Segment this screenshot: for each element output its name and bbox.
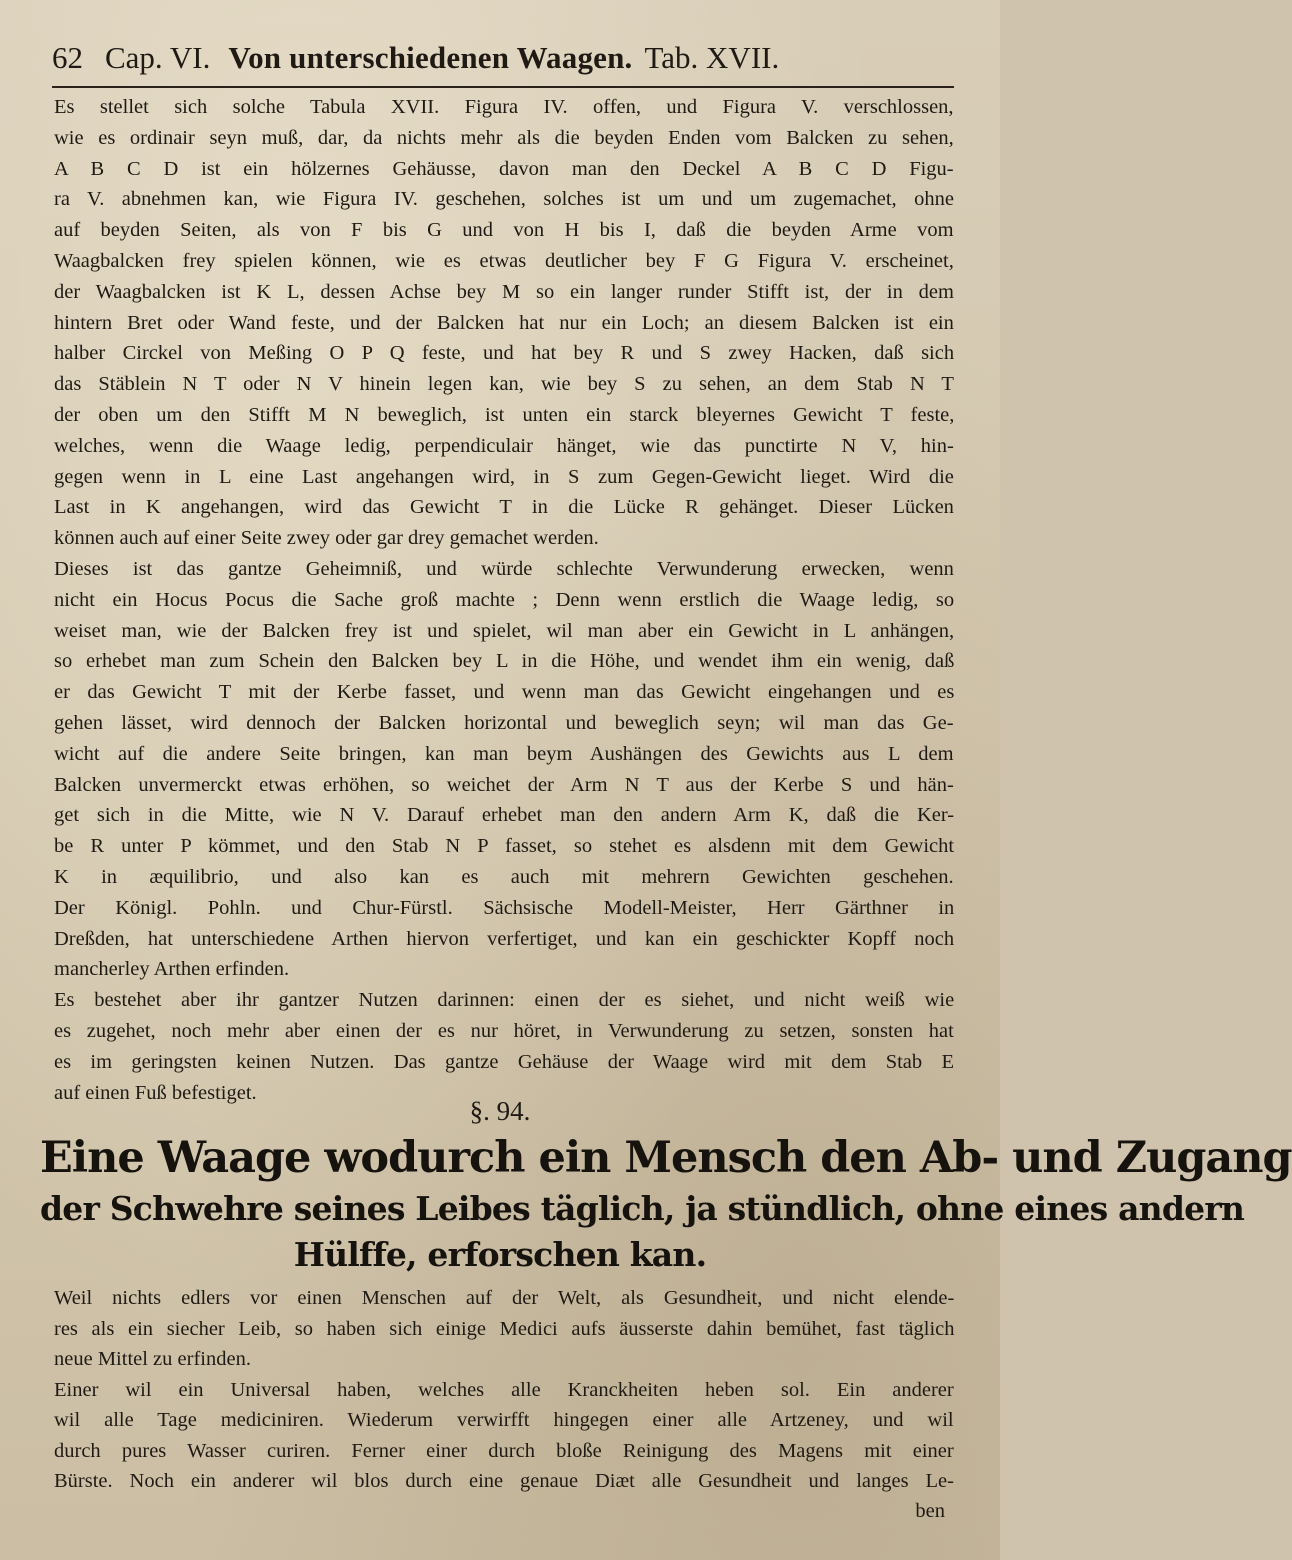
- section-heading: [40, 1130, 1292, 1278]
- text-line: es im geringsten keinen Nutzen. Das gantze Gehäuse der Waage wird mit dem Stab E: [54, 1050, 955, 1073]
- page-number: 62: [52, 40, 83, 75]
- table-reference: Tab. XVII.: [644, 40, 780, 75]
- text-line: neue Mittel zu erfinden.: [54, 1348, 251, 1370]
- text-line: K in æquilibrio, und also kan es auch mit mehrern Gewichten geschehen.: [54, 865, 954, 888]
- text-line: Bürste. Noch ein anderer wil blos durch eine genaue Diæt alle Gesundheit und langes Le-: [54, 1470, 954, 1492]
- text-line: Waagbalcken frey spielen können, wie es etwas deutlicher bey F G Figura V. erscheinet,: [54, 249, 954, 272]
- text-line: Der Königl. Pohln. und Chur-Fürstl. Sächsische Modell-Meister, Herr Gärthner in: [54, 896, 955, 919]
- text-line: Einer wil ein Universal haben, welches alle Kranckheiten heben sol. Ein anderer: [54, 1378, 954, 1401]
- section-heading-line: der Schwehre seines Leibes täglich, ja stündlich, ohne eines andern: [40, 1189, 1245, 1228]
- text-line: welches, wenn die Waage ledig, perpendiculair hänget, wie das punctirte N V, hin-: [54, 434, 954, 457]
- text-line: hintern Bret oder Wand feste, und der Balcken hat nur ein Loch; an diesem Balcken ist ein: [54, 311, 954, 334]
- header-rule: [52, 86, 954, 88]
- text-line: durch pures Wasser curiren. Ferner einer durch bloße Reinigung des Magens mit einer: [54, 1439, 954, 1462]
- text-line: das Stäblein N T oder N V hinein legen kan, wie bey S zu sehen, an dem Stab N T: [54, 373, 954, 396]
- text-line: der oben um den Stifft M N beweglich, ist unten ein starck bleyernes Gewicht T feste,: [54, 403, 955, 426]
- text-line: er das Gewicht T mit der Kerbe fasset, und wenn man das Gewicht eingehangen und es: [54, 681, 955, 704]
- text-line: Dieses ist das gantze Geheimniß, und würde schlechte Verwunderung erwecken, wenn: [54, 557, 954, 580]
- text-line: gehen lässet, wird dennoch der Balcken horizontal und beweglich seyn; wil man das Ge-: [54, 711, 954, 734]
- section-heading-line: Hülffe, erforschen kan.: [293, 1235, 707, 1274]
- text-line: Es stellet sich solche Tabula XVII. Figura IV. offen, und Figura V. verschlossen,: [54, 96, 954, 118]
- text-line: es zugehet, noch mehr aber einen der es nur höret, in Verwunderung zu setzen, sonsten hat: [54, 1019, 954, 1042]
- text-line: wicht auf die andere Seite bringen, kan man beym Aushängen des Gewichts aus L dem: [54, 742, 954, 765]
- section-heading-line: Eine Waage wodurch ein Mensch den Ab- und Zugang: [40, 1133, 1292, 1183]
- text-line: Weil nichts edlers vor einen Menschen auf der Welt, als Gesundheit, und nicht elende-: [54, 1287, 955, 1309]
- catchword: ben: [915, 1500, 945, 1522]
- text-line: Es bestehet aber ihr gantzer Nutzen darinnen: einen der es siehet, und nicht weiß wie: [54, 989, 955, 1012]
- text-line: halber Circkel von Meßing O P Q feste, und hat bey R und S zwey Hacken, daß sich: [54, 342, 955, 365]
- text-line: res als ein siecher Leib, so haben sich einige Medici aufs äusserste dahin bemühet, fast täglich: [54, 1317, 955, 1340]
- text-line: get sich in die Mitte, wie N V. Darauf erhebet man den andern Arm K, daß die Ker-: [54, 804, 955, 827]
- text-line: wie es ordinair seyn muß, dar, da nichts mehr als die beyden Enden vom Balcken zu sehen,: [54, 126, 954, 149]
- text-line: be R unter P kömmet, und den Stab N P fasset, so stehet es alsdenn mit dem Gewicht: [54, 835, 955, 858]
- text-line: mancherley Arthen erfinden.: [54, 958, 290, 981]
- text-line: Last in K angehangen, wird das Gewicht T in die Lücke R gehänget. Dieser Lücken: [54, 496, 954, 519]
- chapter-label: Cap. VI.: [105, 40, 211, 75]
- body-text: [54, 92, 956, 1108]
- text-line: der Waagbalcken ist K L, dessen Achse bey M so ein langer runder Stifft ist, der in dem: [54, 280, 954, 303]
- running-header: [52, 40, 952, 80]
- text-line: können auch auf einer Seite zwey oder gar drey gemachet werden.: [54, 527, 599, 550]
- text-line: Dreßden, hat unterschiedene Arthen hiervon verfertiget, und kan ein geschickter Kopff noch: [54, 927, 955, 950]
- text-line: A B C D ist ein hölzernes Gehäusse, davon man den Deckel A B C D Figu-: [54, 157, 954, 180]
- section-body-text: [54, 1283, 956, 1497]
- section-number: §. 94.: [469, 1096, 531, 1126]
- text-line: weiset man, wie der Balcken frey ist und spielet, wil man aber ein Gewicht in L anhängen,: [54, 619, 955, 642]
- text-line: ra V. abnehmen kan, wie Figura IV. geschehen, solches ist um und um zugemachet, ohne: [54, 188, 955, 211]
- text-line: auf beyden Seiten, als von F bis G und von H bis I, daß die beyden Arme vom: [54, 219, 954, 242]
- text-line: so erhebet man zum Schein den Balcken bey L in die Höhe, und wendet ihm ein wenig, daß: [54, 650, 955, 673]
- text-line: Balcken unvermerckt etwas erhöhen, so weichet der Arm N T aus der Kerbe S und hän-: [54, 773, 954, 796]
- chapter-title: Von unterschiedenen Waagen.: [228, 40, 633, 75]
- text-line: nicht ein Hocus Pocus die Sache groß machte ; Denn wenn erstlich die Waage ledig, so: [54, 588, 955, 611]
- text-line: auf einen Fuß befestiget.: [54, 1081, 257, 1104]
- text-line: gegen wenn in L eine Last angehangen wird, in S zum Gegen-Gewicht lieget. Wird die: [54, 465, 954, 488]
- text-line: wil alle Tage mediciniren. Wiederum verwirfft hingegen einer alle Artzeney, und wil: [54, 1409, 954, 1431]
